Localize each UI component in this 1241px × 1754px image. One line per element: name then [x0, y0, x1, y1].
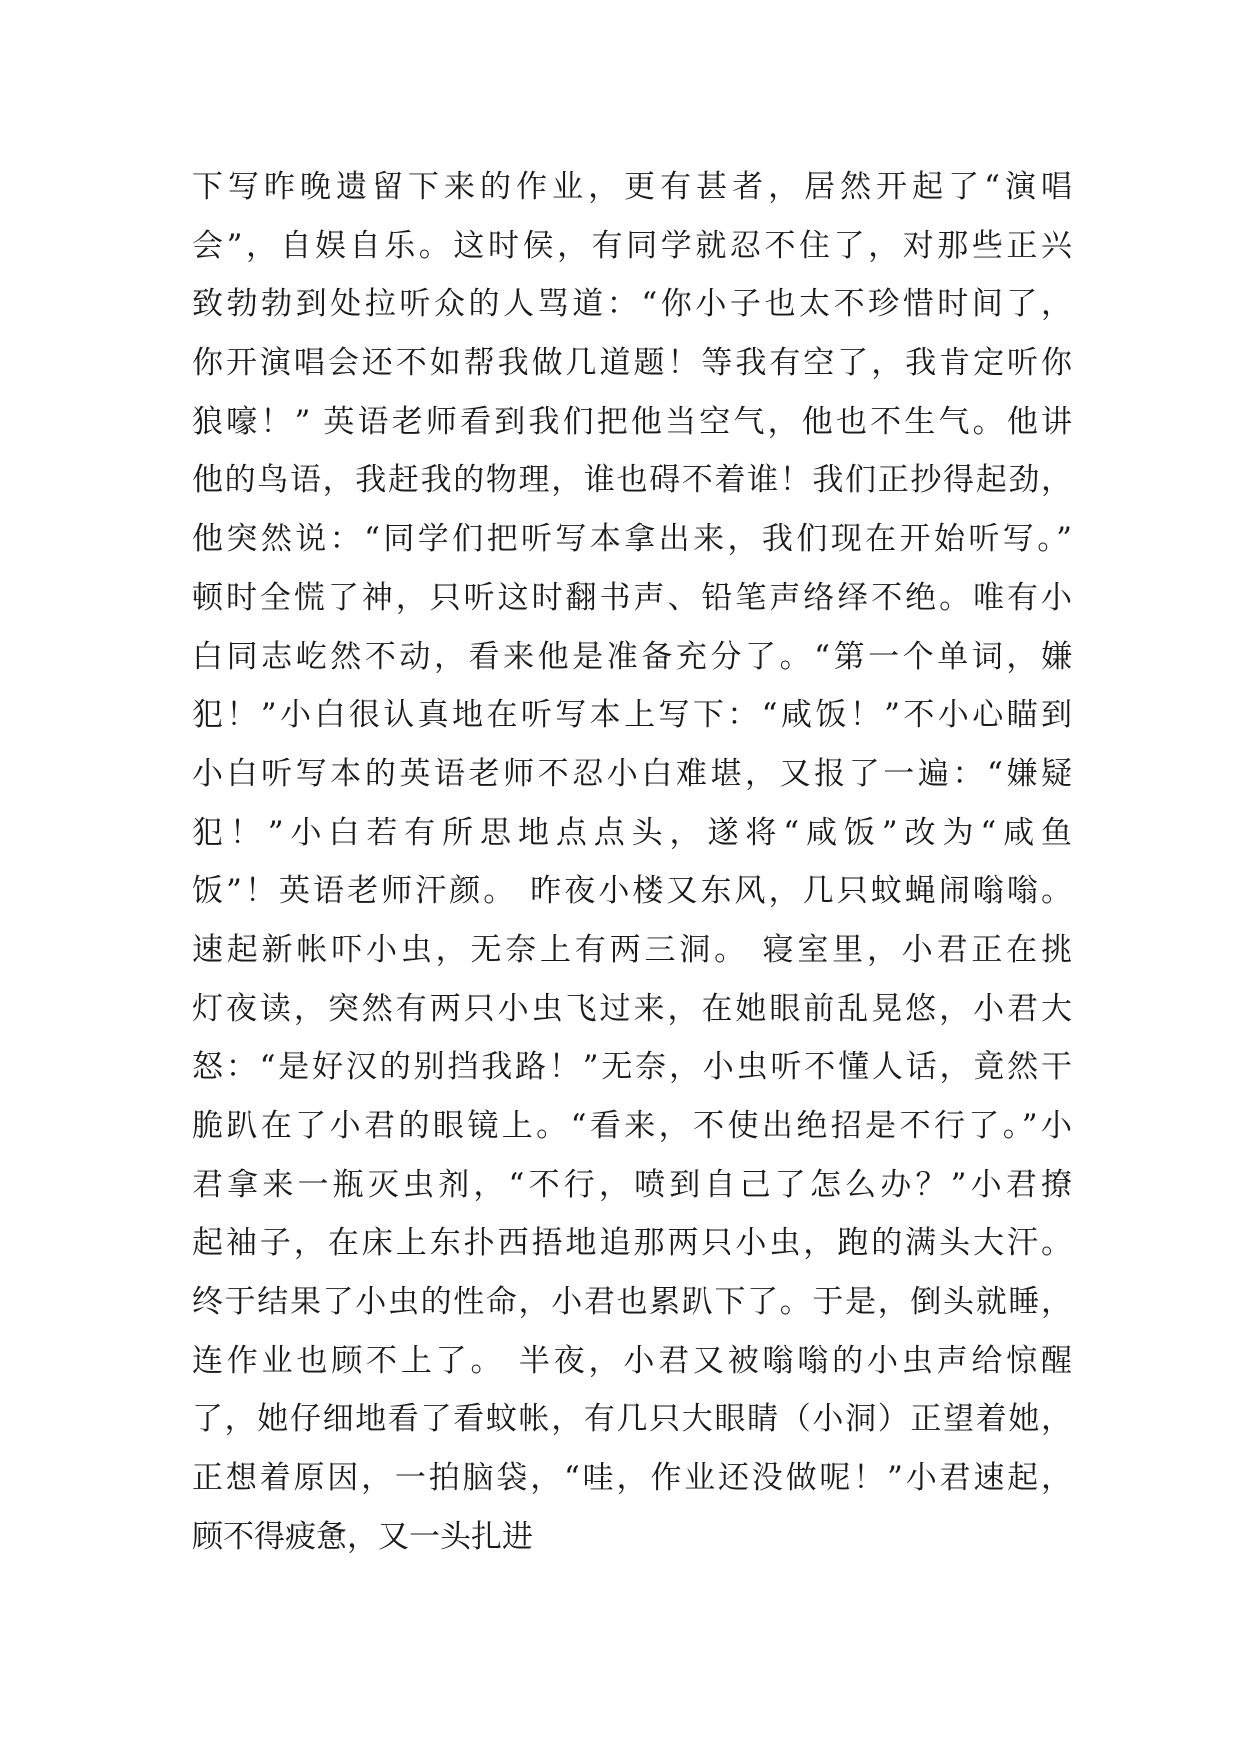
- text-line: 饭”！英语老师汗颜。 昨夜小楼又东风，几只蚊蝇闹嗡嗡。: [192, 873, 1072, 910]
- text-line: 狼嚎！” 英语老师看到我们把他当空气，他也不生气。他讲: [192, 403, 1072, 440]
- text-line: 犯！”小白若有所思地点点头，遂将“咸饭”改为“咸鱼: [192, 814, 1072, 851]
- text-line: 他突然说：“同学们把听写本拿出来，我们现在开始听写。”: [192, 521, 1072, 558]
- text-line: 你开演唱会还不如帮我做几道题！等我有空了，我肯定听你: [192, 345, 1072, 382]
- text-line: 下写昨晚遗留下来的作业，更有甚者，居然开起了“演唱: [192, 169, 1072, 205]
- text-line: 犯！”小白很认真地在听写本上写下：“咸饭！”不小心瞄到: [192, 697, 1072, 734]
- text-line: 小白听写本的英语老师不忍小白难堪，又报了一遍：“嫌疑: [192, 755, 1072, 792]
- text-line: 顿时全慌了神，只听这时翻书声、铅笔声络绎不绝。唯有小: [192, 579, 1072, 616]
- text-line: 他的鸟语，我赶我的物理，谁也碍不着谁！我们正抄得起劲，: [192, 462, 1072, 499]
- text-line: 了，她仔细地看了看蚊帐，有几只大眼睛（小洞）正望着她，: [192, 1401, 1072, 1438]
- text-line: 致勃勃到处拉听众的人骂道：“你小子也太不珍惜时间了，: [192, 286, 1072, 323]
- text-line: 灯夜读，突然有两只小虫飞过来，在她眼前乱晃悠，小君大: [192, 990, 1072, 1027]
- text-line: 正想着原因，一拍脑袋，“哇，作业还没做呢！”小君速起，: [192, 1460, 1072, 1497]
- text-line: 顾不得疲惫，又一头扎进: [192, 1518, 533, 1555]
- text-line: 君拿来一瓶灭虫剂，“不行，喷到自己了怎么办？”小君撩: [192, 1166, 1072, 1203]
- text-line: 脆趴在了小君的眼镜上。“看来，不使出绝招是不行了。”小: [192, 1108, 1072, 1144]
- text-line: 会”，自娱自乐。这时侯，有同学就忍不住了，对那些正兴: [192, 227, 1072, 264]
- text-line: 怒：“是好汉的别挡我路！”无奈，小虫听不懂人话，竟然干: [192, 1049, 1072, 1086]
- text-line: 白同志屹然不动，看来他是准备充分了。“第一个单词，嫌: [192, 638, 1072, 675]
- text-line: 起袖子，在床上东扑西捂地追那两只小虫，跑的满头大汗。: [192, 1225, 1072, 1262]
- text-line: 终于结果了小虫的性命，小君也累趴下了。于是，倒头就睡，: [192, 1284, 1072, 1321]
- body-text: [192, 158, 1072, 1567]
- text-line: 速起新帐吓小虫，无奈上有两三洞。 寝室里，小君正在挑: [192, 931, 1072, 968]
- text-line: 连作业也顾不上了。 半夜，小君又被嗡嗡的小虫声给惊醒: [192, 1342, 1072, 1379]
